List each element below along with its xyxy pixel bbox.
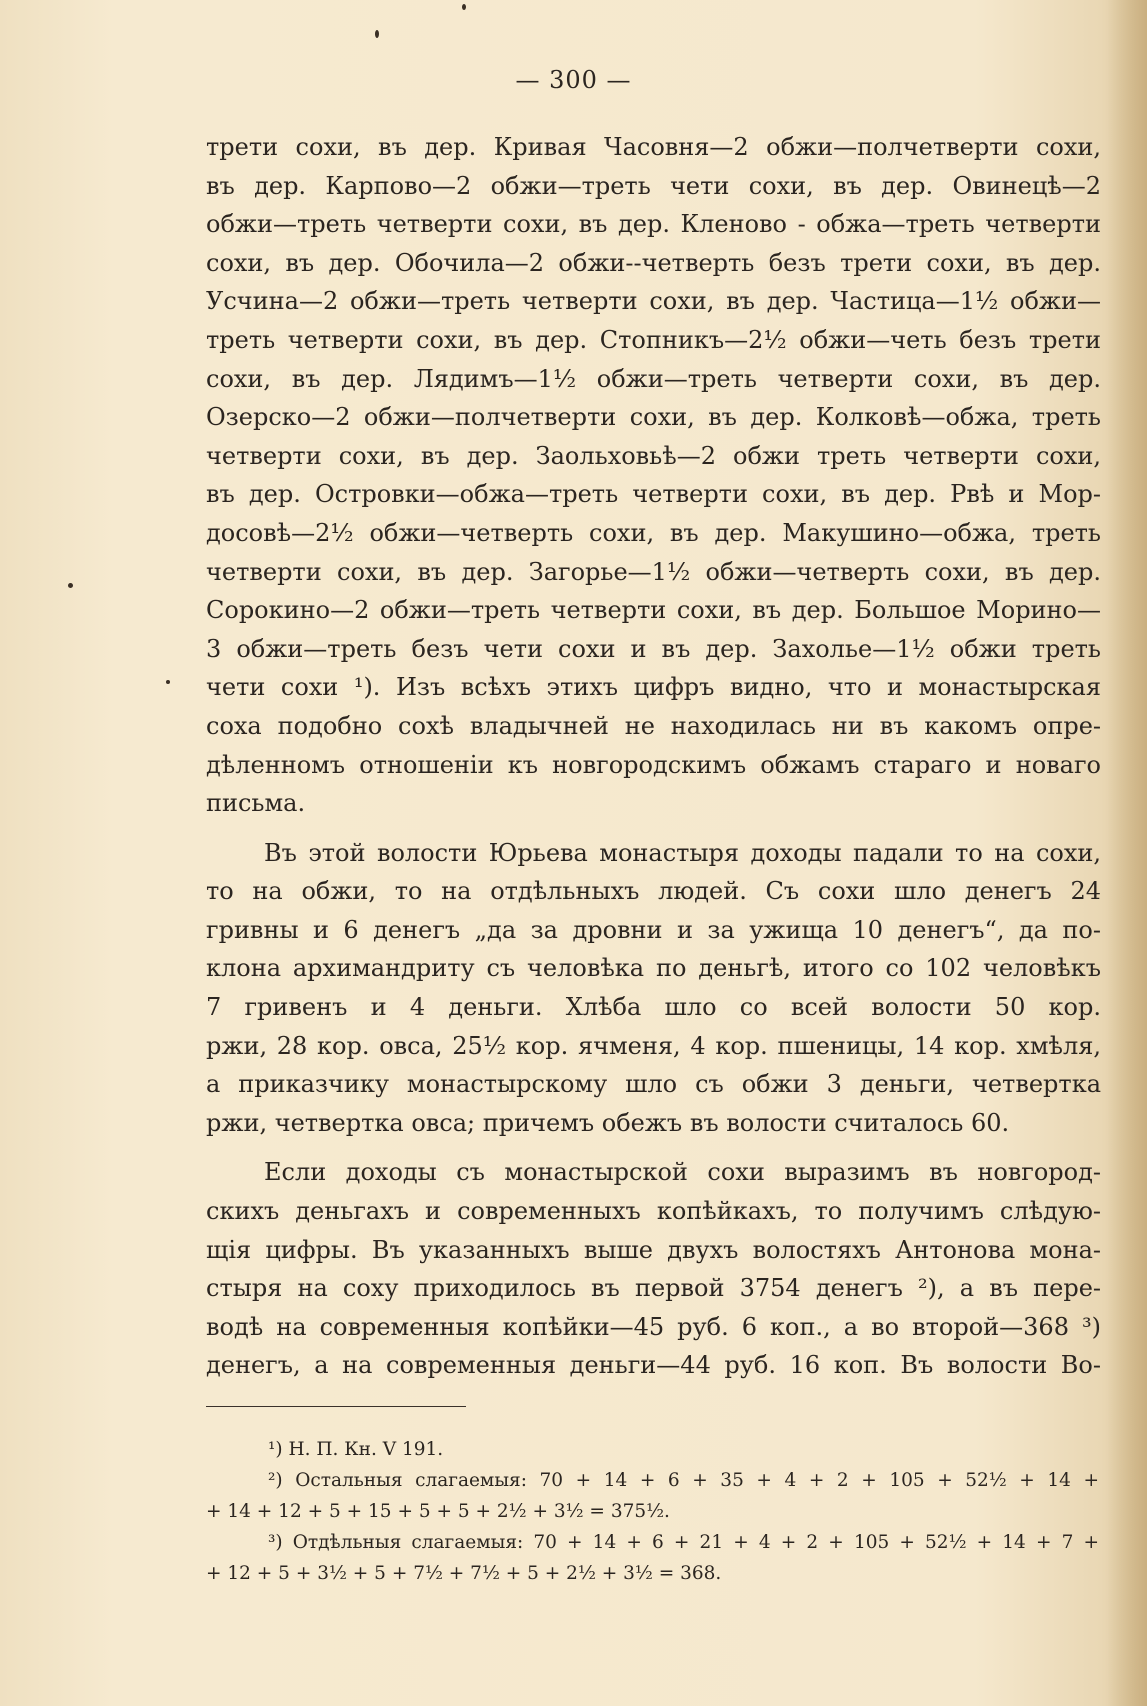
text-line: 7 гривенъ и 4 деньги. Хлѣба шло со всей волости 50 кор. <box>206 993 1101 1022</box>
text-line: стыря на соху приходилось въ первой 3754 денегъ ²), а въ пере- <box>206 1274 1101 1303</box>
text-line: четверти сохи, въ дер. Загорье—1½ обжи—четверть сохи, въ дер. <box>206 557 1101 586</box>
text-line: скихъ деньгахъ и современныхъ копѣйкахъ, то получимъ слѣдую- <box>206 1197 1101 1226</box>
page-edge-shadow <box>1107 0 1147 1706</box>
text-line: дѣленномъ отношеніи къ новгородскимъ обжамъ стараго и новаго <box>206 750 1101 779</box>
text-line: сохи, въ дер. Лядимъ—1½ обжи—треть четверти сохи, въ дер. <box>206 364 1101 393</box>
page-number: — 300 — <box>515 66 632 94</box>
footnote-2-line-1: ²) Остальныя слагаемыя: 70 + 14 + 6 + 35 + 4 + 2 + 105 + 52½ + 14 + <box>268 1470 1099 1491</box>
paragraph-2 <box>206 834 1101 1143</box>
ink-speck <box>375 30 379 38</box>
text-line: письма. <box>206 789 306 818</box>
paragraph-1 <box>206 128 1101 823</box>
paragraph-gap <box>206 823 1101 834</box>
text-line: а приказчику монастырскому шло съ обжи 3 деньги, четвертка <box>206 1070 1101 1099</box>
text-line: денегъ, а на современныя деньги—44 руб. 16 коп. Въ волости Во- <box>206 1351 1101 1380</box>
footnotes <box>206 1434 1099 1589</box>
paragraph-3 <box>206 1153 1101 1385</box>
text-line: въ дер. Островки—обжа—треть четверти сохи, въ дер. Рвѣ и Мор- <box>206 480 1101 509</box>
text-line: Въ этой волости Юрьева монастыря доходы падали то на сохи, <box>264 838 1101 867</box>
text-line: Сорокино—2 обжи—треть четверти сохи, въ дер. Большое Морино— <box>206 596 1101 625</box>
text-line: то на обжи, то на отдѣльныхъ людей. Съ сохи шло денегъ 24 <box>206 877 1101 906</box>
text-line: Озерско—2 обжи—полчетверти сохи, въ дер. Колковѣ—обжа, треть <box>206 403 1101 432</box>
text-line: четверти сохи, въ дер. Заольховьѣ—2 обжи треть четверти сохи, <box>206 441 1101 470</box>
footnote-3-line-2: + 12 + 5 + 3½ + 5 + 7½ + 7½ + 5 + 2½ + 3½ = 368. <box>206 1563 722 1584</box>
text-line: соха подобно сохѣ владычней не находилась ни въ какомъ опре- <box>206 711 1101 740</box>
main-text <box>206 128 1101 1385</box>
text-line: водѣ на современныя копѣйки—45 руб. 6 коп., а во второй—368 ³) <box>206 1312 1101 1341</box>
text-line: Усчина—2 обжи—треть четверти сохи, въ дер. Частица—1½ обжи— <box>206 287 1101 316</box>
text-line: щія цифры. Въ указанныхъ выше двухъ волостяхъ Антонова мона- <box>206 1235 1101 1264</box>
ink-speck <box>166 680 170 684</box>
footnote-divider <box>206 1406 466 1407</box>
text-line: ржи, 28 кор. овса, 25½ кор. ячменя, 4 кор. пшеницы, 14 кор. хмѣля, <box>206 1031 1101 1060</box>
text-line: чети сохи ¹). Изъ всѣхъ этихъ цифръ видно, что и монастырская <box>206 673 1101 702</box>
text-line: трети сохи, въ дер. Кривая Часовня—2 обжи—полчетверти сохи, <box>206 133 1101 161</box>
text-line: клона архимандриту съ человѣка по деньгѣ, итого со 102 человѣкъ <box>206 954 1101 983</box>
text-line: сохи, въ дер. Обочила—2 обжи--четверть безъ трети сохи, въ дер. <box>206 248 1101 277</box>
text-line: Если доходы съ монастырской сохи выразимъ въ новгород- <box>264 1158 1101 1187</box>
ink-speck <box>68 583 73 588</box>
text-line: досовѣ—2½ обжи—четверть сохи, въ дер. Макушино—обжа, треть <box>206 518 1101 547</box>
footnote-1: ¹) Н. П. Кн. V 191. <box>268 1439 444 1460</box>
footnote-3-line-1: ³) Отдѣльныя слагаемыя: 70 + 14 + 6 + 21 + 4 + 2 + 105 + 52½ + 14 + 7 + <box>268 1532 1099 1553</box>
text-line: треть четверти сохи, въ дер. Стопникъ—2½ обжи—четь безъ трети <box>206 325 1101 354</box>
footnote-2-line-2: + 14 + 12 + 5 + 15 + 5 + 5 + 2½ + 3½ = 375½. <box>206 1501 670 1522</box>
text-line: ржи, четвертка овса; причемъ обежъ въ волости считалось 60. <box>206 1108 1010 1137</box>
text-line: 3 обжи—треть безъ чети сохи и въ дер. Захолье—1½ обжи треть <box>206 634 1101 663</box>
text-line: гривны и 6 денегъ „да за дровни и за ужища 10 денегъ“, да по- <box>206 915 1101 944</box>
text-line: въ дер. Карпово—2 обжи—треть чети сохи, въ дер. Овинецѣ—2 <box>206 171 1101 200</box>
paragraph-gap <box>206 1142 1101 1153</box>
text-line: обжи—треть четверти сохи, въ дер. Кленово - обжа—треть четверти <box>206 210 1101 239</box>
ink-speck <box>462 4 466 10</box>
